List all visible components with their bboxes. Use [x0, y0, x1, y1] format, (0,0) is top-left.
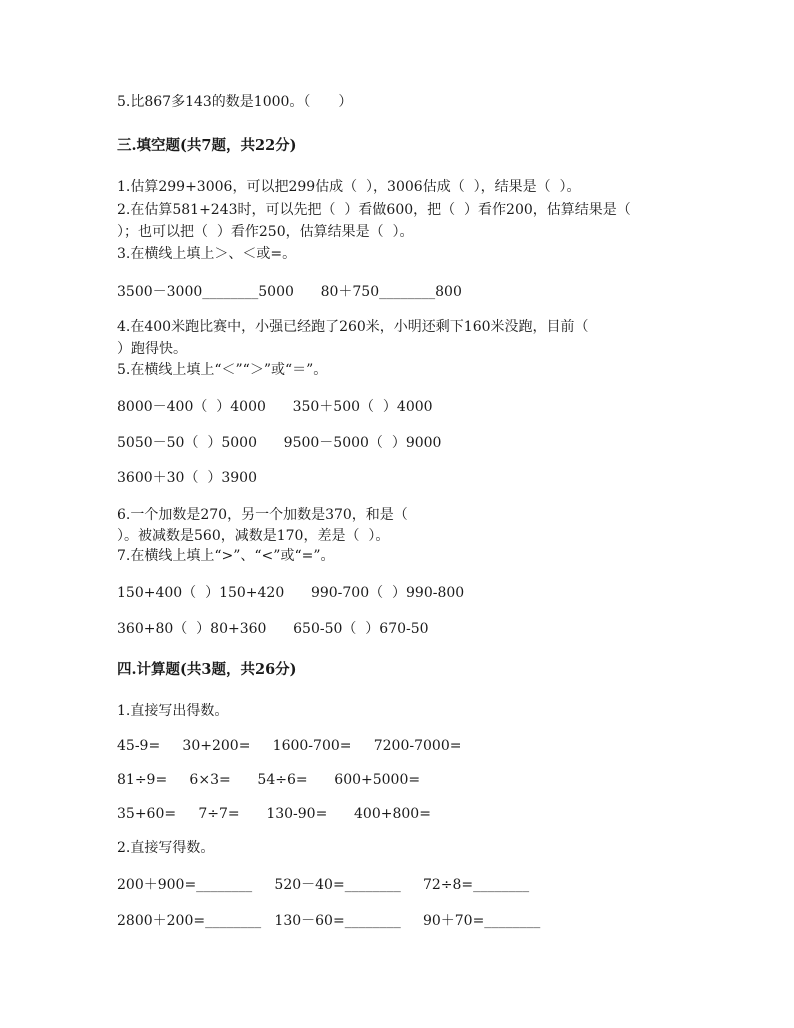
fill-q2-line1: 2.在估算581+243时，可以先把（ ）看做600，把（ ）看作200，估算结果是（ [117, 202, 631, 218]
calc-q2-row1: 200＋900=________ 520－40=________ 72÷8=________ [117, 877, 530, 893]
fill-q5-row2: 5050－50（ ）5000 9500－5000（ ）9000 [117, 435, 442, 451]
calc-q1-row2: 81÷9= 6×3= 54÷6= 600+5000= [117, 772, 421, 788]
fill-q5: 5.在横线上填上“＜”“＞”或“＝”。 [117, 362, 328, 378]
calc-q2-row2: 2800＋200=________ 130－60=________ 90＋70=________ [117, 913, 541, 929]
calc-q2: 2.直接写得数。 [117, 840, 215, 856]
fill-q3: 3.在横线上填上＞、＜或=。 [117, 246, 297, 262]
fill-q1: 1.估算299+3006，可以把299估成（ ），3006估成（ ），结果是（ ）。 [117, 179, 581, 195]
fill-q2-line2: ）；也可以把（ ）看作250，估算结果是（ ）。 [117, 224, 414, 240]
section-4-heading: 四.计算题(共3题，共26分) [117, 661, 297, 678]
fill-q4-line2: ）跑得快。 [117, 341, 187, 357]
question-5-prev: 5.比867多143的数是1000。（ ） [117, 94, 353, 110]
fill-q6-line1: 6.一个加数是270，另一个加数是370，和是（ [117, 507, 408, 523]
calc-q1-row1: 45-9= 30+200= 1600-700= 7200-7000= [117, 738, 462, 754]
fill-q5-row3: 3600＋30（ ）3900 [117, 470, 257, 486]
fill-q7-row2: 360+80（ ）80+360 650-50（ ）670-50 [117, 621, 429, 637]
fill-q3-expressions: 3500－3000________5000 80＋750________800 [117, 284, 462, 300]
fill-q6-line2: ）。被减数是560，减数是170，差是（ ）。 [117, 528, 390, 544]
fill-q7-row1: 150+400（ ）150+420 990-700（ ）990-800 [117, 585, 465, 601]
section-3-heading: 三.填空题(共7题，共22分) [117, 137, 297, 154]
calc-q1: 1.直接写出得数。 [117, 703, 229, 719]
fill-q5-row1: 8000－400（ ）4000 350＋500（ ）4000 [117, 399, 433, 415]
fill-q4-line1: 4.在400米跑比赛中，小强已经跑了260米，小明还剩下160米没跑，目前（ [117, 319, 589, 335]
calc-q1-row3: 35+60= 7÷7= 130-90= 400+800= [117, 806, 431, 822]
fill-q7: 7.在横线上填上“>”、“<”或“=”。 [117, 548, 335, 564]
